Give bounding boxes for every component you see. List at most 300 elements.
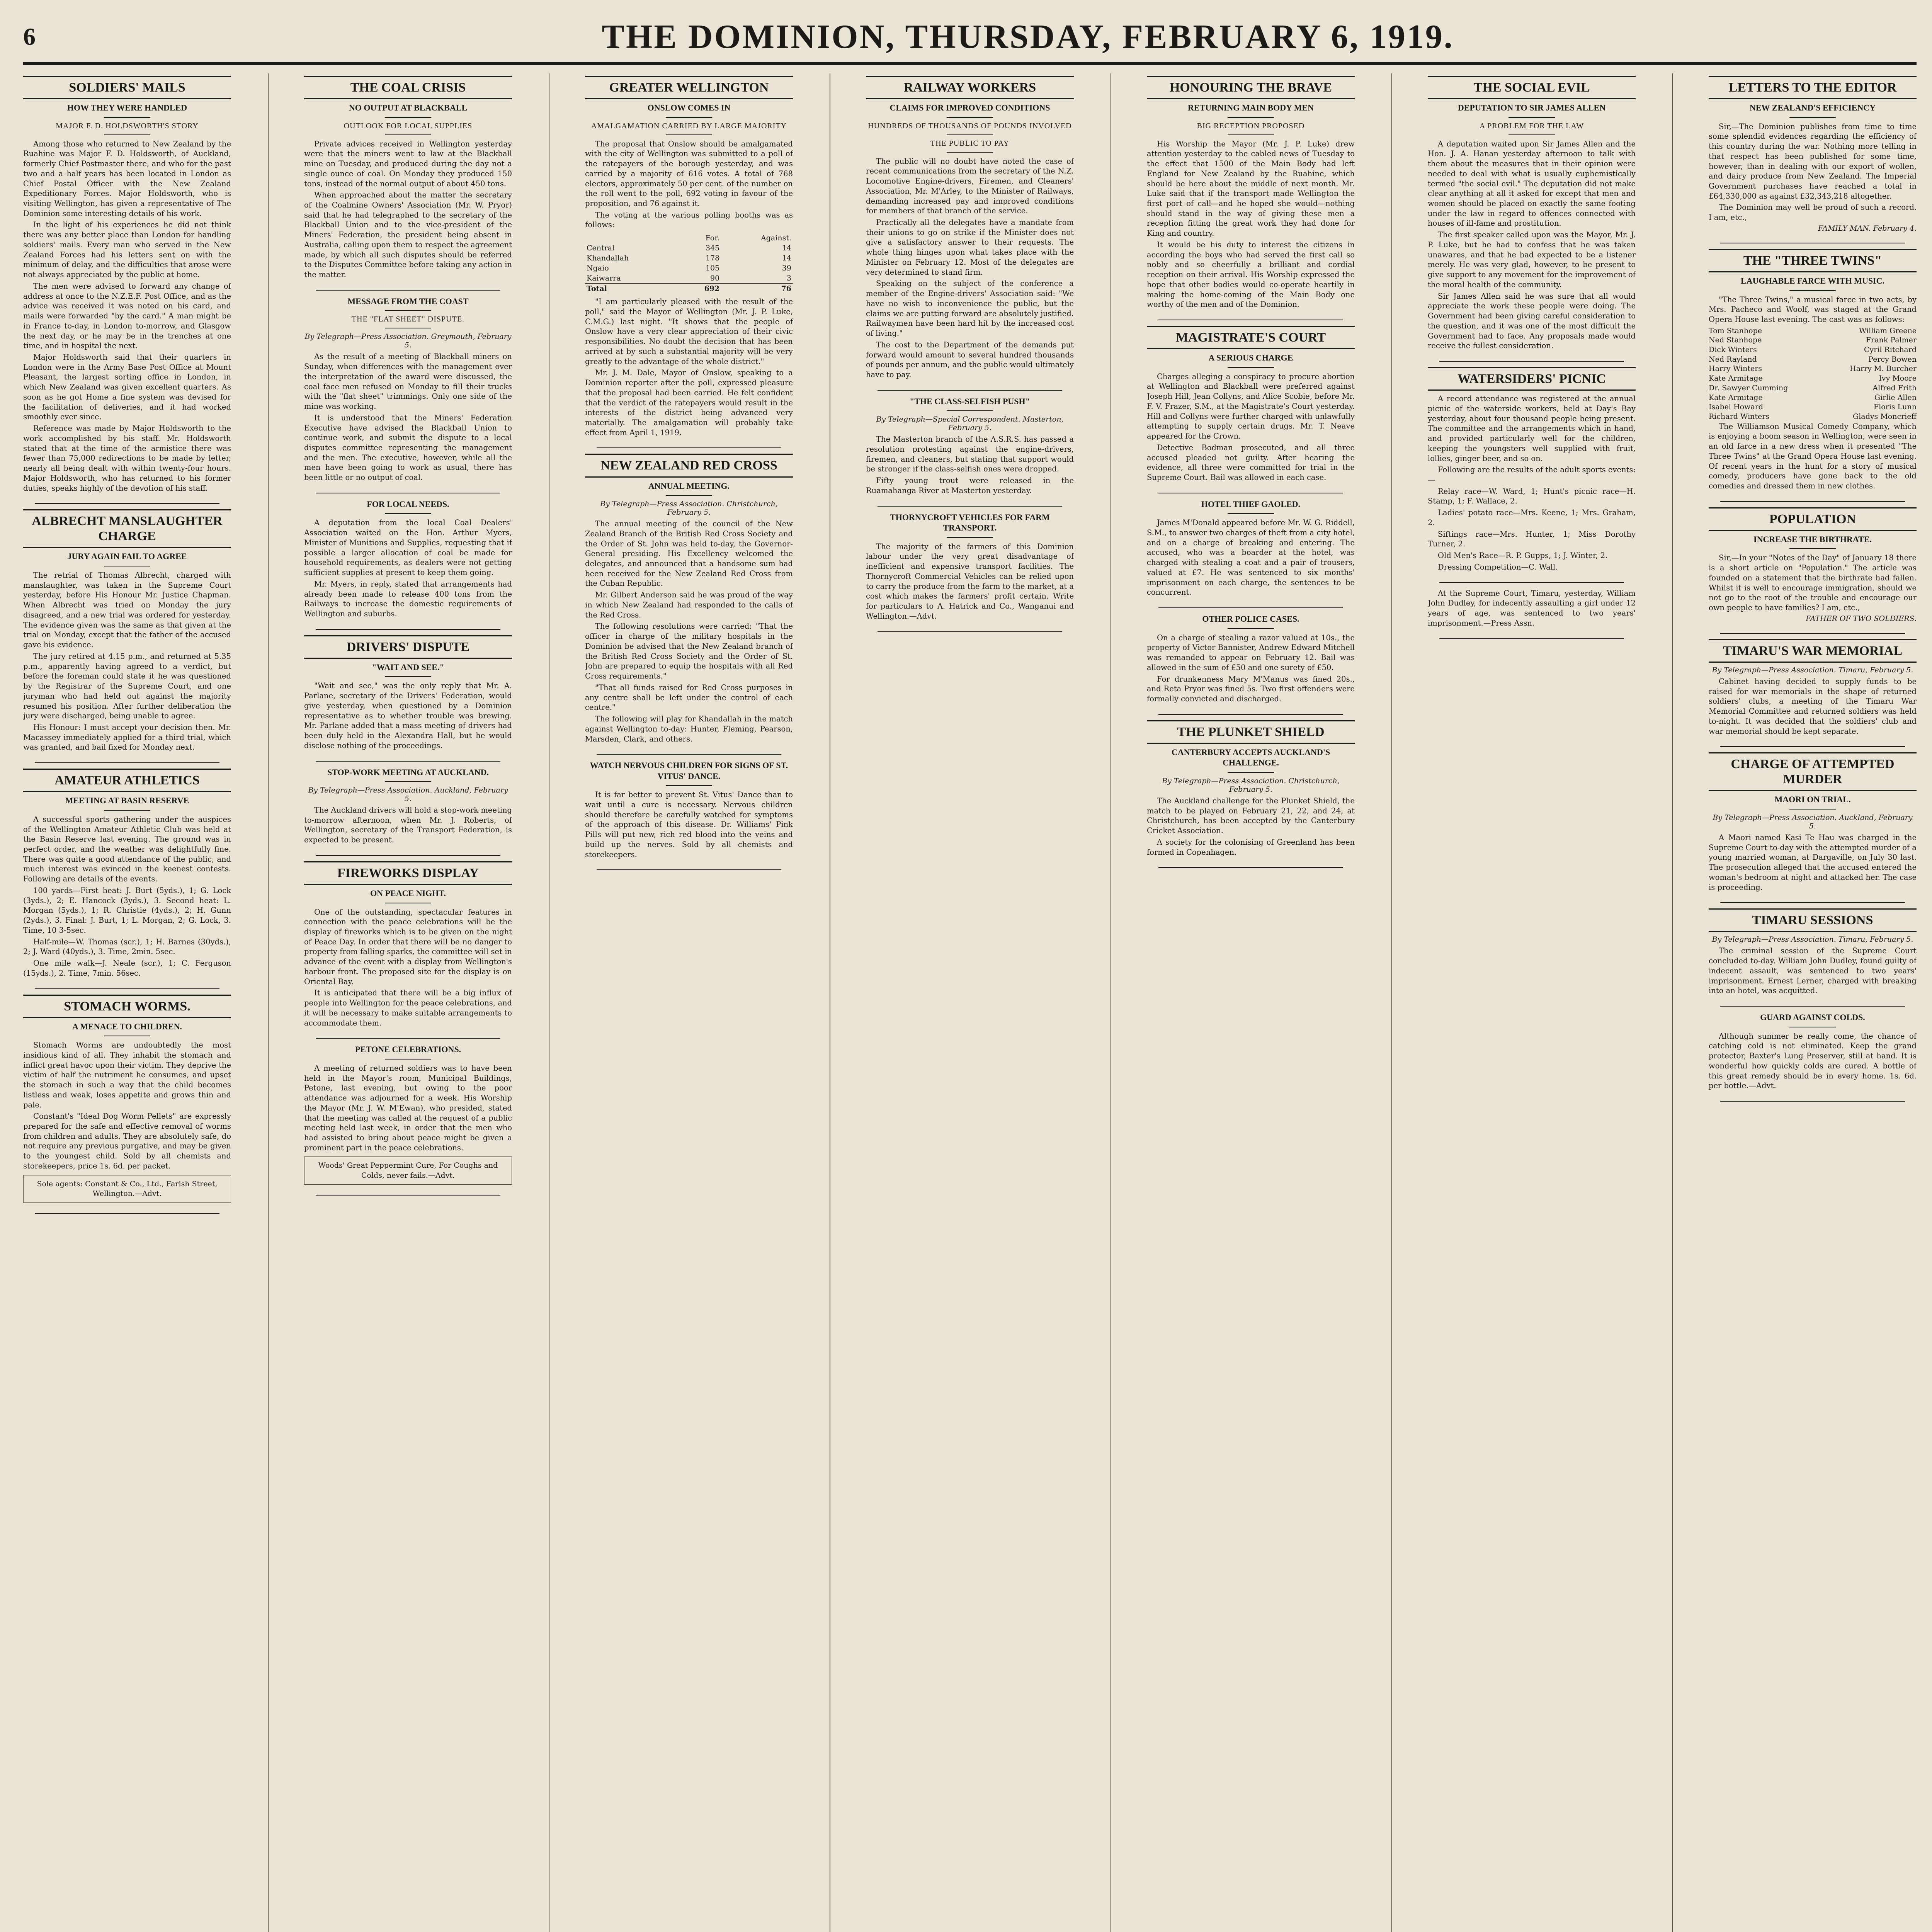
cast-actor: Ivy Moore <box>1879 374 1917 383</box>
article-paragraph: "Wait and see," was the only reply that Mr. A. Parlane, secretary of the Drivers' Federation, would give yesterday, when questioned by a Dominion representative as to whether trouble was brewing. Mr. Parlane added that a mass meeting of drivers had been duly held in the Alexandra Hall, but he would disclose nothing of the proceedings. <box>304 681 512 750</box>
article <box>1147 720 1355 857</box>
article-subhead: PETONE CELEBRATIONS. <box>355 1044 461 1054</box>
table-total-row <box>585 284 793 294</box>
article <box>1147 614 1355 704</box>
table-cell: Total <box>585 284 682 294</box>
article-paragraph: His Honour: I must accept your decision then. Mr. Macassey immediately applied for a third trial, which was granted, and bail fixed for Monday next. <box>23 723 231 752</box>
article-paragraph: It is anticipated that there will be a big influx of people into Wellington for the peace celebrations, and it will be necessary to make suitable arrangements to accommodate them. <box>304 988 512 1027</box>
table-cell: Khandallah <box>587 254 629 263</box>
deck-rule <box>385 676 431 677</box>
article-headline: NEW ZEALAND RED CROSS <box>585 454 793 477</box>
article <box>866 76 1074 380</box>
page-number: 6 <box>23 23 36 50</box>
cast-actor: Frank Palmer <box>1866 336 1917 345</box>
column-rule <box>1391 73 1392 1932</box>
article-subhead: NEW ZEALAND'S EFFICIENCY <box>1750 103 1876 113</box>
article-dateline: By Telegraph—Special Correspondent. Masterton, February 5. <box>876 415 1064 432</box>
article-subhead: ON PEACE NIGHT. <box>370 888 446 898</box>
article <box>1709 76 1917 233</box>
masthead-title: THE DOMINION, THURSDAY, FEBRUARY 6, 1919. <box>602 18 1454 56</box>
article-paragraph: The voting at the various polling booths was as follows: <box>585 210 793 230</box>
article-headline: HONOURING THE BRAVE <box>1147 76 1355 99</box>
advertisement: Sole agents: Constant & Co., Ltd., Farish Street, Wellington.—Advt. <box>23 1175 231 1203</box>
article-subhead: "WAIT AND SEE." <box>372 662 444 672</box>
cast-role: Tom Stanhope <box>1709 326 1762 335</box>
article-paragraph: The majority of the farmers of this Dominion labour under the very great disadvantage of inefficient and expensive transport facilities. The Thornycroft Commercial Vehicles can be relied upon to carry the produce from the farm to the market, at a cost which makes the farmers' profit certain. Write for particulars to A. Hatrick and Co., Wanganui and Wellington.—Advt. <box>866 542 1074 621</box>
article-paragraph: A meeting of returned soldiers was to have been held in the Mayor's room, Municipal Buildings, Petone, last evening, but owing to the poor attendance was adjourned for a week. His Worship the Mayor (Mr. J. W. M'Ewan), who presided, stated that the meeting was called at the request of a public meeting held last week, in order that the men who had assisted to bring about peace might be given a prominent part in the peace celebrations. <box>304 1063 512 1152</box>
article-paragraph: Old Men's Race—R. P. Gupps, 1; J. Winter, 2. <box>1438 551 1608 560</box>
article-dateline: By Telegraph—Press Association. Timaru, February 5. <box>1712 935 1913 944</box>
article-paragraph: Detective Bodman prosecuted, and all three accused pleaded not guilty. After hearing the evidence, all three were committed for trial in the Supreme Court. Bail was allowed in each case. <box>1147 443 1355 482</box>
cast-actor: Floris Lunn <box>1874 403 1917 412</box>
article <box>585 76 793 437</box>
table-cell: 14 <box>782 244 791 253</box>
cast-list-row <box>1709 364 1917 374</box>
article-subhead: FOR LOCAL NEEDS. <box>367 499 449 509</box>
cast-actor: William Greene <box>1859 326 1917 335</box>
cast-list-row <box>1709 383 1917 393</box>
article-headline: ALBRECHT MANSLAUGHTER CHARGE <box>23 509 231 548</box>
section-divider <box>316 855 500 856</box>
article-paragraph: The Auckland drivers will hold a stop-work meeting to-morrow afternoon, when Mr. J. Roberts, of Wellington, secretary of the Transport Federation, is expected to be present. <box>304 806 512 845</box>
article-subhead: LAUGHABLE FARCE WITH MUSIC. <box>1740 276 1884 286</box>
article-paragraph: "The Three Twins," a musical farce in two acts, by Mrs. Pacheco and Woolf, was staged at the Grand Opera House last evening. The cast was as follows: <box>1709 295 1917 324</box>
article-paragraph: It is far better to prevent St. Vitus' Dance than to wait until a cure is necessary. Nervous children should therefore be carefully watched for symptoms of the approach of this disease. Dr. Williams' Pink Pills will put new, rich red blood into the veins and build up the nerves. Sold by all chemists and storekeepers. <box>585 790 793 859</box>
deck-rule <box>947 537 993 538</box>
article-subhead: INCREASE THE BIRTHRATE. <box>1753 534 1872 544</box>
cast-actor: Percy Bowen <box>1868 355 1917 364</box>
table-cell: Ngaio <box>587 264 609 273</box>
letter-signature: FAMILY MAN. February 4. <box>1818 224 1917 233</box>
article-paragraph: Practically all the delegates have a mandate from their unions to go on strike if the Minister does not give a satisfactory answer to their requests. The whole thing hinges upon what takes place with the Minister on February 12. Most of the delegates are very determined to stand firm. <box>866 218 1074 277</box>
section-divider <box>316 1038 500 1039</box>
column-rule <box>1672 73 1673 1932</box>
deck-rule <box>666 134 712 135</box>
article-headline: THE SOCIAL EVIL <box>1428 76 1636 99</box>
article-paragraph: A deputation waited upon Sir James Allen and the Hon. J. A. Hanan yesterday afternoon to talk with them about the measures that in their opinion were needed to deal with what is usually euphemistically termed "the social evil." The deputation did not make clear anything at all it asked for except that men and women should be placed on exactly the same footing under the law in regard to offences connected with houses of ill-fame and prostitution. <box>1428 139 1636 228</box>
article-paragraph: Mr. Myers, in reply, stated that arrangements had already been made to release 400 tons from the Railways to increase the domestic requirements of Wellington and suburbs. <box>304 579 512 619</box>
table-cell: Kaiwarra <box>587 274 621 283</box>
section-divider <box>316 761 500 762</box>
cast-actor: Alfred Frith <box>1872 383 1917 392</box>
section-divider <box>316 629 500 630</box>
cast-role: Richard Winters <box>1709 412 1770 421</box>
deck-rule <box>104 810 150 811</box>
article-headline: SOLDIERS' MAILS <box>23 76 231 99</box>
article-subhead: DEPUTATION TO SIR JAMES ALLEN <box>1458 103 1606 113</box>
column-6 <box>1428 73 1636 1932</box>
cast-list-row <box>1709 345 1917 355</box>
section-divider <box>597 447 781 448</box>
article-paragraph: Half-mile—W. Thomas (scr.), 1; H. Barnes (30yds.), 2; J. Ward (40yds.), 3. Time, 2min. 5sec. <box>23 937 231 956</box>
table-row <box>585 273 793 284</box>
cast-list-row <box>1709 326 1917 336</box>
cast-role: Ned Stanhope <box>1709 336 1762 345</box>
cast-list-row <box>1709 412 1917 422</box>
column-1 <box>23 73 231 1932</box>
table-cell: 90 <box>710 274 720 283</box>
table-row <box>585 243 793 253</box>
article <box>1709 639 1917 736</box>
section-divider <box>1158 714 1343 715</box>
article-paragraph: Private advices received in Wellington yesterday were that the miners went to law at the Blackball mine on Tuesday, and produced during the day not a single ounce of coal. On Monday they produced 150 tons, instead of the normal output of about 450 tons. <box>304 139 512 188</box>
article-paragraph: Siftings race—Mrs. Hunter, 1; Miss Dorothy Turner, 2. <box>1428 529 1636 549</box>
deck-rule <box>385 117 431 118</box>
deck-rule <box>385 513 431 514</box>
article-paragraph: The Dominion may well be proud of such a record. I am, etc., <box>1709 203 1917 222</box>
article-paragraph: Sir,—In your "Notes of the Day" of January 18 there is a short article on "Population." The article was founded on a statement that the birthrate had fallen. Whilst it is well to encourage immigration, should we not go to the root of the trouble and encourage our own people to have families? I am, etc., <box>1709 553 1917 612</box>
cast-list-row <box>1709 393 1917 403</box>
article-paragraph: Mr. Gilbert Anderson said he was proud of the way in which New Zealand had responded to the calls of the Red Cross. <box>585 590 793 619</box>
column-5 <box>1147 73 1355 1932</box>
deck-rule <box>1789 548 1836 549</box>
section-divider <box>1439 361 1624 362</box>
article-subhead: MEETING AT BASIN RESERVE <box>65 796 189 806</box>
section-divider <box>1720 902 1905 903</box>
section-divider <box>1158 867 1343 868</box>
article <box>304 861 512 1028</box>
article-headline: WATERSIDERS' PICNIC <box>1428 367 1636 391</box>
article-paragraph: The following resolutions were carried: "That the officer in charge of the military hospitals in the Dominion be advised that the New Zealand branch of the British Red Cross Society and the Order of St. John are prepared to equip the hospitals with all Red Cross requirements." <box>585 622 793 681</box>
deck-rule <box>1228 513 1274 514</box>
cast-role: Harry Winters <box>1709 364 1762 373</box>
article <box>304 1044 512 1184</box>
section-divider <box>878 390 1062 391</box>
section-divider <box>35 1213 219 1214</box>
section-divider <box>1158 607 1343 608</box>
deck-rule <box>666 495 712 496</box>
deck-rule <box>385 1059 431 1060</box>
article <box>23 509 231 752</box>
article-subhead: BIG RECEPTION PROPOSED <box>1197 121 1305 130</box>
article-paragraph: "That all funds raised for Red Cross purposes in any centre shall be left under the control of each centre." <box>585 683 793 712</box>
article-subhead: HOW THEY WERE HANDLED <box>67 103 187 113</box>
table-cell: 39 <box>782 264 791 273</box>
article-paragraph: Speaking on the subject of the conference a member of the Engine-drivers' Association said: "We have no wish to inconvenience the public, but the claims we are putting forward are absolutely justified. Railwaymen have been hard hit by the increased cost of living." <box>866 279 1074 338</box>
article <box>304 296 512 483</box>
article-subhead: A SERIOUS CHARGE <box>1208 353 1293 363</box>
article-headline: THE COAL CRISIS <box>304 76 512 99</box>
article-paragraph: The Masterton branch of the A.S.R.S. has passed a resolution protesting against the engine-drivers, firemen, and cleaners, but stating that support would be stronger if the class-selfish ones were dropped. <box>866 435 1074 474</box>
article-subhead: THORNYCROFT VEHICLES FOR FARM TRANSPORT. <box>890 512 1050 533</box>
cast-list-row <box>1709 335 1917 345</box>
article-paragraph: The Williamson Musical Comedy Company, which is enjoying a boom season in Wellington, were seen in an old farce in a new dress when it presented "The Three Twins" at the Grand Opera House last evening. Of recent years in the hunt for a story of musical comedy, producers have gone back to the old comedies and dressed them in new clothes. <box>1709 422 1917 491</box>
article-paragraph: It would be his duty to interest the citizens in according the boys who had served the first call so nobly and so cheerfully a brilliant and cordial reception on their arrival. His Worship expressed the hope that other bodies would co-operate heartily in making the home-coming of the Main Body one worthy of the men and of the Dominion. <box>1147 240 1355 309</box>
article-paragraph: At the Supreme Court, Timaru, yesterday, William John Dudley, for indecently assaulting a girl under 12 years of age, was sentenced to two years' imprisonment.—Press Assn. <box>1428 588 1636 628</box>
article-paragraph: The following will play for Khandallah in the match against Wellington to-day: Hunter, Fleming, Pearson, Marsden, Clark, and others. <box>585 714 793 743</box>
article-subhead: MAJOR F. D. HOLDSWORTH'S STORY <box>56 121 199 130</box>
article-dateline: By Telegraph—Press Association. Christchurch, February 5. <box>1162 776 1340 794</box>
column-3 <box>585 73 793 1932</box>
cast-role: Kate Armitage <box>1709 374 1763 383</box>
deck-rule <box>104 134 150 135</box>
article-subhead: MAORI ON TRIAL. <box>1774 794 1851 804</box>
article-paragraph: The public will no doubt have noted the case of recent communications from the secretary of the N.Z. Locomotive Engine-drivers, Firemen, and Cleaners' Association, Mr. M'Arley, to the Minister of Railways, demanding increased pay and improved conditions for members of that branch of the service. <box>866 156 1074 216</box>
article-paragraph: The men were advised to forward any change of address at once to the N.Z.E.F. Post Office, and as the advice was received it was noted on his card, and mails were forwarded "by the card." A man might be in France to-day, in London to-morrow, and Glasgow the next day, or he may be in the trenches at one time, and in hospital the next. <box>23 281 231 350</box>
article-paragraph: The criminal session of the Supreme Court concluded to-day. William John Dudley, found guilty of indecent assault, was sentenced to two years' imprisonment. Ernest Lerner, charged with breaking into an hotel, was acquitted. <box>1709 946 1917 995</box>
article-headline: AMATEUR ATHLETICS <box>23 769 231 792</box>
article-paragraph: When approached about the matter the secretary of the Coalmine Owners' Association (Mr. W. Pryor) said that he had telegraphed to the secretary of the Blackball Union and to the vice-president of the Miners' Federation, the president being absent in Australia, calling upon them to respect the agreement made, by which all such disputes should be referred to the Disputes Committee before taking any action in the matter. <box>304 190 512 279</box>
table-cell: 76 <box>721 284 793 294</box>
article-dateline: By Telegraph—Press Association. Auckland, February 5. <box>308 786 508 803</box>
article-subhead: CLAIMS FOR IMPROVED CONDITIONS <box>889 103 1050 113</box>
column-2 <box>304 73 512 1932</box>
article-headline: STOMACH WORMS. <box>23 995 231 1018</box>
table-row <box>585 263 793 273</box>
article <box>585 760 793 859</box>
deck-rule <box>1789 290 1836 291</box>
article-subhead: HUNDREDS OF THOUSANDS OF POUNDS INVOLVED <box>868 121 1072 130</box>
article-paragraph: Sir James Allen said he was sure that all would appreciate the work these people were doing. The Government had been giving careful consideration to the question, and it was one of the most difficult the Government had to face. Any proposals made would receive the fullest consideration. <box>1428 291 1636 350</box>
article-paragraph: A Maori named Kasi Te Hau was charged in the Supreme Court to-day with the attempted murder of a young married woman, at Dargaville, on July 30 last. The prosecution alleged that the accused entered the woman's bedroom at night and attacked her. The case is proceeding. <box>1709 833 1917 892</box>
section-divider <box>1720 633 1905 634</box>
article-subhead: JURY AGAIN FAIL TO AGREE <box>67 551 187 561</box>
article-headline: LETTERS TO THE EDITOR <box>1709 76 1917 99</box>
article-subhead: OUTLOOK FOR LOCAL SUPPLIES <box>344 121 473 130</box>
article-paragraph: Among those who returned to New Zealand by the Ruahine was Major F. D. Holdsworth, of Auckland, formerly Chief Postmaster there, and who for the past two and a half years has been located in London as Chief Postal Officer with the New Zealand Expeditionary Forces. Major Holdsworth, who is visiting Wellington, has given a representative of The Dominion some interesting details of his work. <box>23 139 231 218</box>
article-headline: THE PLUNKET SHIELD <box>1147 720 1355 744</box>
table-cell: Central <box>587 244 615 253</box>
article-paragraph: Ladies' potato race—Mrs. Keene, 1; Mrs. Graham, 2. <box>1428 508 1636 527</box>
article-subhead: NO OUTPUT AT BLACKBALL <box>349 103 468 113</box>
article <box>585 454 793 744</box>
article <box>1147 326 1355 483</box>
article-subhead: ONSLOW COMES IN <box>647 103 731 113</box>
article-dateline: By Telegraph—Press Association. Greymouth, February 5. <box>304 332 512 350</box>
article-paragraph: James M'Donald appeared before Mr. W. G. Riddell, S.M., to answer two charges of theft from a city hotel, and on a charge of breaking and entering. The accused, who was a boarder at the hotel, was charged with stealing a coat and a pair of trousers, valued at £7. He was sentenced to six months' imprisonment on each charge, the sentences to be concurrent. <box>1147 518 1355 597</box>
deck-rule <box>947 152 993 153</box>
article-paragraph: A record attendance was registered at the annual picnic of the waterside workers, held at Day's Bay yesterday, about four thousand people being present. The committee and the arrangements which in hand, and provided particularly well for the children, keeping the youngsters well supplied with fruit, lollies, ginger beer, and so on. <box>1428 394 1636 463</box>
section-divider <box>1720 1006 1905 1007</box>
cast-list-row <box>1709 402 1917 412</box>
cast-role: Ned Rayland <box>1709 355 1757 364</box>
article-paragraph: Major Holdsworth said that their quarters in London were in the Army Base Post Office at Mount Pleasant, the largest sorting office in London, in which New Zealand was given excellent quarters. As soon as he got Home a fine system was devised for the facilitation of deliveries, and it had worked smoothly ever since. <box>23 353 231 422</box>
article-paragraph: In the light of his experiences he did not think there was any better place than London for handling soldiers' mails. Every man who served in the New Zealand Forces had his letters sent on with the minimum of delay, and the difficulties that arose were not always appreciated by the public at home. <box>23 220 231 279</box>
article-paragraph: Although summer be really come, the chance of catching cold is not eliminated. Keep the grand protector, Baxter's Lung Preserver, still at hand. It is wonderful how quickly colds are cured. A bottle of this great remedy should be in every home. 1s. 6d. per bottle.—Advt. <box>1709 1031 1917 1090</box>
advertisement: Woods' Great Peppermint Cure, For Coughs and Colds, never fails.—Advt. <box>304 1156 512 1184</box>
article <box>866 512 1074 621</box>
table-cell: 3 <box>786 274 791 283</box>
article <box>1428 76 1636 351</box>
section-divider <box>35 988 219 989</box>
section-divider <box>597 754 781 755</box>
article <box>1709 752 1917 892</box>
article-paragraph: Following are the results of the adult sports events:— <box>1428 465 1636 484</box>
article-headline: POPULATION <box>1709 507 1917 531</box>
section-divider <box>878 631 1062 632</box>
article-subhead: CANTERBURY ACCEPTS AUCKLAND'S CHALLENGE. <box>1171 747 1330 768</box>
cast-actor: Gladys Moncrieff <box>1853 412 1917 421</box>
table-cell: 14 <box>782 254 791 263</box>
article-paragraph: Reference was made by Major Holdsworth to the work accomplished by his staff. Mr. Holdsworth stated that at the time of the armistice there was fewer than 75,000 redirections to be made by letter, nearly all being dealt with within twenty-four hours. Major Holdsworth, who has returned to his former duties, speaks highly of the devotion of his staff. <box>23 424 231 493</box>
column-rule <box>268 73 269 1932</box>
article <box>866 396 1074 496</box>
article <box>1709 249 1917 491</box>
article-subhead: THE "FLAT SHEET" DISPUTE. <box>351 315 465 324</box>
article-paragraph: Sir,—The Dominion publishes from time to time some splendid evidences regarding the efficiency of this country during the war. Nothing more telling in that respect has been published for some time, however, than in dealing with our export of wollen, and dairy produce from New Zealand. The Imperial Government purchases have reached a total in £64,330,000 as against £32,343,218 altogether. <box>1709 122 1917 201</box>
article-paragraph: A successful sports gathering under the auspices of the Wellington Amateur Athletic Club was held at the Basin Reserve last evening. The ground was in perfect order, and the weather was delightfully fine. There was quite a good attendance of the public, and much interest was evinced in the keenest contests. Following are details of the events. <box>23 815 231 884</box>
article-subhead: ANNUAL MEETING. <box>648 481 730 491</box>
masthead <box>23 15 1917 58</box>
deck-rule <box>1509 134 1555 135</box>
section-divider <box>1720 1101 1905 1102</box>
deck-rule <box>947 410 993 411</box>
deck-rule <box>385 310 431 311</box>
table-cell: 105 <box>705 264 720 273</box>
cast-actor: Harry M. Burcher <box>1850 364 1917 373</box>
article-paragraph: The retrial of Thomas Albrecht, charged with manslaughter, was taken in the Supreme Court yesterday, before His Honour Mr. Justice Chapman. When Albrecht was tried on Monday the jury disagreed, and a new trial was ordered for yesterday. The evidence given was the same as that given at the trial on Monday, except that the father of the accused gave his evidence. <box>23 570 231 650</box>
article-headline: TIMARU SESSIONS <box>1709 908 1917 932</box>
article-subhead: A MENACE TO CHILDREN. <box>72 1021 182 1031</box>
article-paragraph: Mr. J. M. Dale, Mayor of Onslow, speaking to a Dominion reporter after the poll, expressed pleasure that the proposal had been carried. He felt confident that the verdict of the ratepayers would result in the interests of the district being advanced very materially. The amalgamation will probably take effect from April 1, 1919. <box>585 368 793 437</box>
article-paragraph: On a charge of stealing a razor valued at 10s., the property of Victor Bannister, Andrew Edward Mitchell was remanded to appear on February 12. Bail was allowed in the sum of £50 and one surety of £50. <box>1147 633 1355 672</box>
article-headline: TIMARU'S WAR MEMORIAL <box>1709 639 1917 663</box>
table-cell: 345 <box>705 244 720 253</box>
article <box>1428 588 1636 628</box>
article-paragraph: A society for the colonising of Greenland has been formed in Copenhagen. <box>1147 837 1355 857</box>
article-paragraph: One mile walk—J. Neale (scr.), 1; C. Ferguson (15yds.), 2. Time, 7min. 56sec. <box>23 959 231 978</box>
deck-rule <box>947 134 993 135</box>
section-divider <box>35 762 219 763</box>
article-paragraph: For drunkenness Mary M'Manus was fined 20s., and Reta Pryor was fined 5s. Two first offenders were formally convicted and discharged. <box>1147 674 1355 704</box>
deck-rule <box>385 134 431 135</box>
article-paragraph: Fifty young trout were released in the Ruamahanga River at Masterton yesterday. <box>866 476 1074 495</box>
deck-rule <box>1228 134 1274 135</box>
article-paragraph: His Worship the Mayor (Mr. J. P. Luke) drew attention yesterday to the cabled news of Tuesday to the effect that 1500 of the Main Body had left England for New Zealand by the Ruahine, which should be here about the middle of next month. Mr. Luke said that if the transport made Wellington the first port of call—and he hoped she would—nothing should stand in the way of giving these men a reception fitting the great work they had done for King and country. <box>1147 139 1355 238</box>
article-paragraph: The first speaker called upon was the Mayor, Mr. J. P. Luke, but he had to confess that he was taken unawares, and that he had expected to be a listener merely. He was very glad, however, to be present to give support to any movement for the improvement of the moral health of the community. <box>1428 230 1636 289</box>
article-paragraph: Cabinet having decided to supply funds to be raised for war memorials in the shape of returned soldiers' clubs, a meeting of the Timaru War Memorial Committee and returned soldiers was held to-night. It was decided that the soldiers' club and war memorial should be kept separate. <box>1709 677 1917 736</box>
article-subhead: "THE CLASS-SELFISH PUSH" <box>910 396 1030 406</box>
article <box>23 995 231 1203</box>
poll-results-table <box>585 233 793 294</box>
article-paragraph: "I am particularly pleased with the result of the poll," said the Mayor of Wellington (Mr. J. P. Luke, C.M.G.) last night. "It shows that the people of Onslow have a very clear appreciation of their civic responsibilities. No doubt the decision that has been arrived at by such a substantial majority will be very greatly to the advantage of the whole district." <box>585 297 793 366</box>
article-subhead: STOP-WORK MEETING AT AUCKLAND. <box>327 767 489 777</box>
table-header-cell: Against. <box>761 234 791 243</box>
cast-role: Dr. Sawyer Cumming <box>1709 383 1788 392</box>
deck-rule <box>947 117 993 118</box>
deck-rule <box>385 781 431 782</box>
article <box>1709 1012 1917 1091</box>
deck-rule <box>104 117 150 118</box>
article <box>304 635 512 751</box>
article <box>1147 76 1355 310</box>
article-subhead: WATCH NERVOUS CHILDREN FOR SIGNS OF ST. VITUS' DANCE. <box>590 760 788 781</box>
letter-signature: FATHER OF TWO SOLDIERS. <box>1806 614 1917 623</box>
article-subhead: THE PUBLIC TO PAY <box>930 139 1010 148</box>
article-paragraph: The jury retired at 4.15 p.m., and returned at 5.35 p.m., apparently having agreed to a verdict, but before the foreman could state it he was questioned by the Registrar of the Supreme Court, and one juryman who had held out against the majority resumed his position. After further deliberation the jury were discharged, being unable to agree. <box>23 651 231 721</box>
article-paragraph: 100 yards—First heat: J. Burt (5yds.), 1; G. Lock (3yds.), 2; E. Hancock (3yds.), 3. Second heat: L. Morgan (5yds.), 1; R. Christie (4yds.), 2; H. Gunn (2yds.), 3. Final: J. Burt, 1; L. Morgan, 2; G. Lock, 3. Time, 10 3-5sec. <box>23 886 231 935</box>
masthead-rule <box>23 62 1917 65</box>
article-headline: MAGISTRATE'S COURT <box>1147 326 1355 349</box>
article-paragraph: It is understood that the Miners' Federation Executive have advised the Blackball Union to continue work, and submit the dispute to a local disputes committee representing the management and the men. The executive, however, while all the men have been going to work as usual, there has been little or no output of coal. <box>304 413 512 482</box>
section-divider <box>1720 501 1905 502</box>
table-cell: 692 <box>682 284 721 294</box>
article-dateline: By Telegraph—Press Association. Auckland, February 5. <box>1713 813 1913 830</box>
article-paragraph: The annual meeting of the council of the New Zealand Branch of the British Red Cross Society and the Order of St. John was held to-day, the Governor-General presiding. His Excellency welcomed the delegates, and announced that a handsome sum had been received for the New Zealand Red Cross from the Cuban Republic. <box>585 519 793 588</box>
article-paragraph: Constant's "Ideal Dog Worm Pellets" are expressly prepared for the safe and effective removal of worms from children and adults. They are absolutely safe, do not require any previous purgative, and may be given to the youngest child. Sold by all chemists and storekeepers, price 1s. 6d. per packet. <box>23 1112 231 1170</box>
article <box>1428 367 1636 572</box>
article-paragraph: A deputation from the local Coal Dealers' Association waited on the Hon. Arthur Myers, Minister of Munitions and Supplies, requesting that if possible a larger allocation of coal be made for household requirements, as dealers were not getting sufficient supplies at present to keep them going. <box>304 518 512 577</box>
article <box>304 499 512 619</box>
deck-rule <box>1789 117 1836 118</box>
article-subhead: MESSAGE FROM THE COAST <box>347 296 469 306</box>
cast-actor: Girlie Allen <box>1874 393 1917 402</box>
deck-rule <box>1228 367 1274 368</box>
table-header-cell <box>585 233 682 243</box>
article-subhead: A PROBLEM FOR THE LAW <box>1479 121 1584 130</box>
article-paragraph: One of the outstanding, spectacular features in connection with the peace celebrations will be the display of fireworks which is to be given on the night of Peace Day. In order that there will be no danger to property from falling sparks, the committee will set in advance of the event with a display from Wellington's harbour front. The proposed site for the display is on Oriental Bay. <box>304 907 512 986</box>
section-divider <box>316 1195 500 1196</box>
article <box>304 76 512 280</box>
section-divider <box>316 290 500 291</box>
column-4 <box>866 73 1074 1932</box>
table-header-cell: For. <box>705 234 720 243</box>
table-cell: 178 <box>705 254 720 263</box>
article <box>1147 499 1355 597</box>
section-divider <box>1439 638 1624 639</box>
article-paragraph: Stomach Worms are undoubtedly the most insidious kind of all. They inhabit the stomach and inflict great havoc upon their victim. They deprive the victim of half the nutriment he consumes, and upset the stomach in such a way that the child becomes listless and weak, loses appetite and grows thin and pale. <box>23 1041 231 1109</box>
section-divider <box>1720 746 1905 747</box>
article-headline: CHARGE OF ATTEMPTED MURDER <box>1709 752 1917 791</box>
article-paragraph: The Auckland challenge for the Plunket Shield, the match to be played on February 21, 22, and 24, at Christchurch, has been accepted by the Canterbury Cricket Association. <box>1147 796 1355 835</box>
article <box>1709 908 1917 996</box>
column-7 <box>1709 73 1917 1932</box>
article-subhead: RETURNING MAIN BODY MEN <box>1187 103 1314 113</box>
deck-rule <box>1509 117 1555 118</box>
columns-container <box>23 73 1917 1932</box>
table-row <box>585 253 793 263</box>
deck-rule <box>666 785 712 786</box>
article-paragraph: Dressing Competition—C. Wall. <box>1438 562 1558 571</box>
article-headline: RAILWAY WORKERS <box>866 76 1074 99</box>
article <box>23 76 231 493</box>
cast-list-row <box>1709 374 1917 383</box>
section-divider <box>35 503 219 504</box>
article-paragraph: Relay race—W. Ward, 1; Hunt's picnic race—H. Stamp, 1; F. Wallace, 2. <box>1428 486 1636 506</box>
article-subhead: OTHER POLICE CASES. <box>1202 614 1299 624</box>
cast-role: Dick Winters <box>1709 345 1757 354</box>
article-headline: GREATER WELLINGTON <box>585 76 793 99</box>
deck-rule <box>1789 809 1836 810</box>
cast-role: Isabel Howard <box>1709 403 1763 412</box>
article-paragraph: Charges alleging a conspiracy to procure abortion at Wellington and Blackball were preferred against Joseph Hill, Jean Collyns, and Alice Scobie, before Mr. F. V. Frazer, S.M., at the Magistrate's Court yesterday. Hill and Collyns were further charged with unlawfully attempting to supply certain drugs. Mr. T. Neave appeared for the Crown. <box>1147 372 1355 441</box>
section-divider <box>1439 582 1624 583</box>
cast-role: Kate Armitage <box>1709 393 1763 402</box>
section-divider <box>597 869 781 870</box>
article-paragraph: As the result of a meeting of Blackball miners on Sunday, when differences with the management over the interpretation of the award were discussed, the coal face men refused on Monday to fill their trucks with the "flat sheet" trimmings. Only one side of the mine was working. <box>304 352 512 411</box>
cast-list-row <box>1709 355 1917 364</box>
article-headline: THE "THREE TWINS" <box>1709 249 1917 272</box>
article-subhead: GUARD AGAINST COLDS. <box>1760 1012 1865 1022</box>
deck-rule <box>666 117 712 118</box>
article <box>23 769 231 978</box>
deck-rule <box>1228 117 1274 118</box>
article-paragraph: The cost to the Department of the demands put forward would amount to several hundred thousands of pounds per annum, and the public would ultimately have to pay. <box>866 340 1074 379</box>
article-subhead: AMALGAMATION CARRIED BY LARGE MAJORITY <box>591 121 787 130</box>
article <box>1709 507 1917 623</box>
section-divider <box>878 506 1062 507</box>
deck-rule <box>1228 772 1274 773</box>
article-headline: DRIVERS' DISPUTE <box>304 635 512 659</box>
article-dateline: By Telegraph—Press Association. Timaru, February 5. <box>1712 665 1913 674</box>
article <box>304 767 512 845</box>
article-subhead: HOTEL THIEF GAOLED. <box>1201 499 1301 509</box>
cast-actor: Cyril Ritchard <box>1864 345 1917 354</box>
deck-rule <box>1228 628 1274 629</box>
article-dateline: By Telegraph—Press Association. Christchurch, February 5. <box>600 500 778 517</box>
article-paragraph: The proposal that Onslow should be amalgamated with the city of Wellington was submitted to a poll of the ratepayers of the borough yesterday, and was carried by a majority of 616 votes. A total of 768 electors, approximately 50 per cent. of the number on the roll went to the poll, 692 voting in favour of the proposition, and 76 against it. <box>585 139 793 208</box>
article-headline: FIREWORKS DISPLAY <box>304 861 512 885</box>
